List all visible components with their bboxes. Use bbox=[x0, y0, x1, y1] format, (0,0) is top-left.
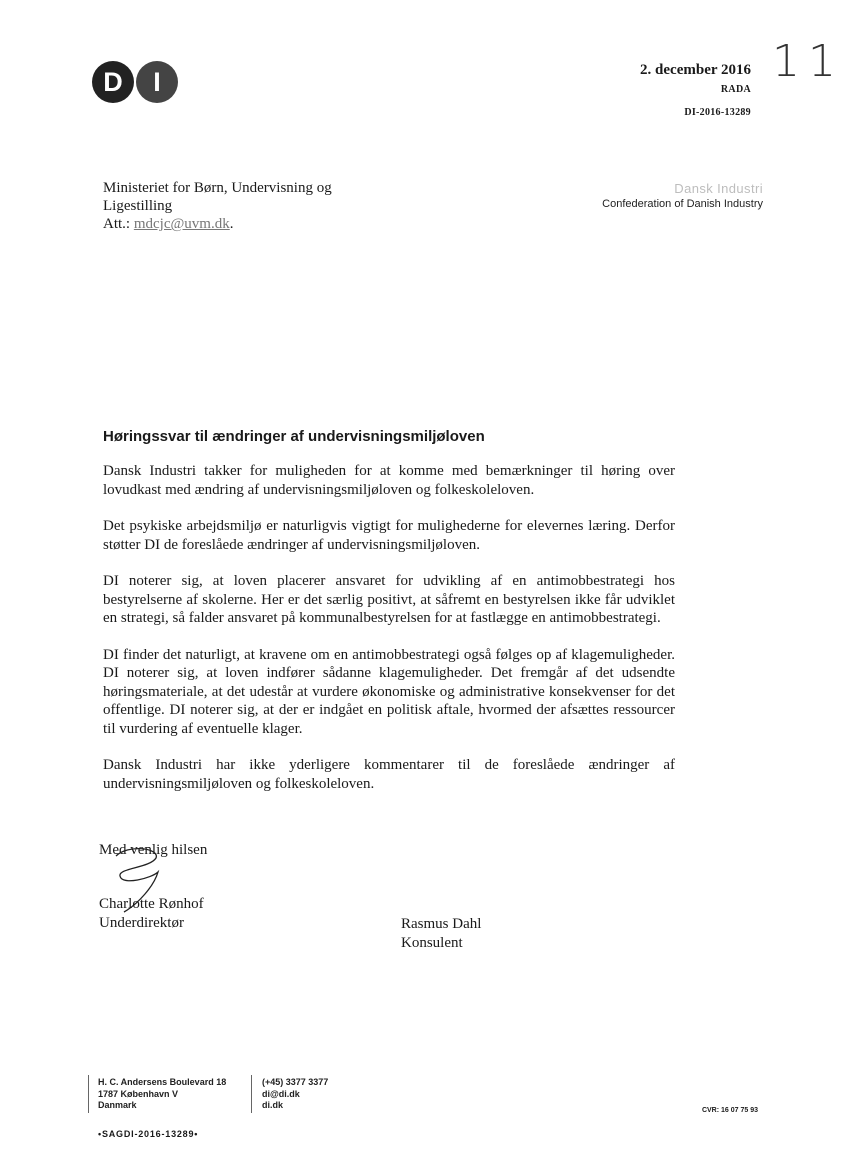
address-line-1: H. C. Andersens Boulevard 18 bbox=[98, 1077, 227, 1087]
address-line-3: Danmark bbox=[98, 1100, 137, 1110]
logo-letter-d: D bbox=[92, 61, 134, 103]
initials: RADA bbox=[720, 84, 751, 95]
organization-name: Dansk Industri bbox=[674, 181, 763, 196]
letter-subject: Høringssvar til ændringer af undervisningsmiljøloven bbox=[103, 428, 485, 445]
signer-1-title: Underdirektør bbox=[99, 914, 184, 931]
body-paragraph-2: Det psykiske arbejdsmiljø er naturligvis vigtigt for mulighederne for elevernes læring. Derfor støtter DI de foreslåede ændringer af undervisningsmiljøloven. bbox=[103, 518, 675, 553]
letter-body bbox=[103, 462, 675, 811]
contact-website[interactable]: di.dk bbox=[262, 1100, 284, 1110]
body-paragraph-4: DI finder det naturligt, at kravene om en antimobbestrategi også følges op af klagemuligheder. DI noterer sig, at loven indfører sådanne klagemuligheder. Det fremgår af det udsendte høringsmateriale, at det udestår at vurdere økonomiske og administrative konsekvenser for det offentlige. DI noterer sig, at der er indgået en politisk aftale, hvormed der afsættes ressourcer til vurdering af eventuelle klager. bbox=[103, 646, 675, 737]
logo-letter-i: I bbox=[136, 61, 178, 103]
reference-number: DI-2016-13289 bbox=[684, 107, 751, 118]
body-paragraph-5: Dansk Industri har ikke yderligere kommentarer til de foreslåede ændringer af undervisningsmiljøloven og folkeskoleloven. bbox=[103, 757, 675, 792]
att-label: Att.: bbox=[103, 216, 131, 232]
att-suffix: . bbox=[229, 216, 234, 232]
footer-divider-2 bbox=[251, 1075, 252, 1113]
footer-divider-1 bbox=[88, 1075, 89, 1113]
di-logo bbox=[92, 61, 178, 103]
signer-1-name: Charlotte Rønhof bbox=[99, 896, 204, 912]
contact-email[interactable]: di@di.dk bbox=[262, 1088, 300, 1099]
closing-phrase: Med venlig hilsen bbox=[99, 842, 208, 858]
letter-date: 2. december 2016 bbox=[640, 62, 751, 78]
footer-address bbox=[98, 1077, 226, 1112]
att-email-link[interactable]: mdcjc@uvm.dk bbox=[133, 216, 230, 232]
organization-name-english: Confederation of Danish Industry bbox=[602, 198, 763, 210]
recipient-line-1: Ministeriet for Børn, Undervisning og bbox=[103, 180, 332, 196]
recipient-att bbox=[103, 215, 363, 233]
signer-2-name: Rasmus Dahl bbox=[401, 916, 482, 932]
document-id: •SAGDI-2016-13289• bbox=[98, 1129, 199, 1139]
signer-1 bbox=[99, 895, 204, 932]
body-paragraph-3: DI noterer sig, at loven placerer ansvaret for udvikling af en antimobbestrategi hos bestyrelserne af skolerne. Her er det særlig positivt, at såfremt en bestyrelsen ikke får udviklet en strategi, så falder ansvaret på kommunalbestyrelsen for at fastlægge en antimobbestrategi. bbox=[103, 573, 675, 626]
address-line-2: 1787 København V bbox=[98, 1088, 179, 1099]
recipient-line-2: Ligestilling bbox=[103, 198, 173, 214]
organization-block bbox=[602, 181, 763, 210]
footer-contact bbox=[262, 1077, 328, 1112]
contact-phone: (+45) 3377 3377 bbox=[262, 1077, 329, 1087]
cvr-number: CVR: 16 07 75 93 bbox=[701, 1107, 758, 1114]
signer-2-title: Konsulent bbox=[401, 934, 463, 951]
handwritten-mark: 11 bbox=[772, 36, 844, 87]
signer-2 bbox=[401, 915, 481, 952]
body-paragraph-1: Dansk Industri takker for muligheden for at komme med bemærkninger til høring over lovudkast med ændring af undervisningsmiljøloven og folkeskoleloven. bbox=[103, 463, 675, 498]
recipient-block bbox=[103, 179, 363, 233]
